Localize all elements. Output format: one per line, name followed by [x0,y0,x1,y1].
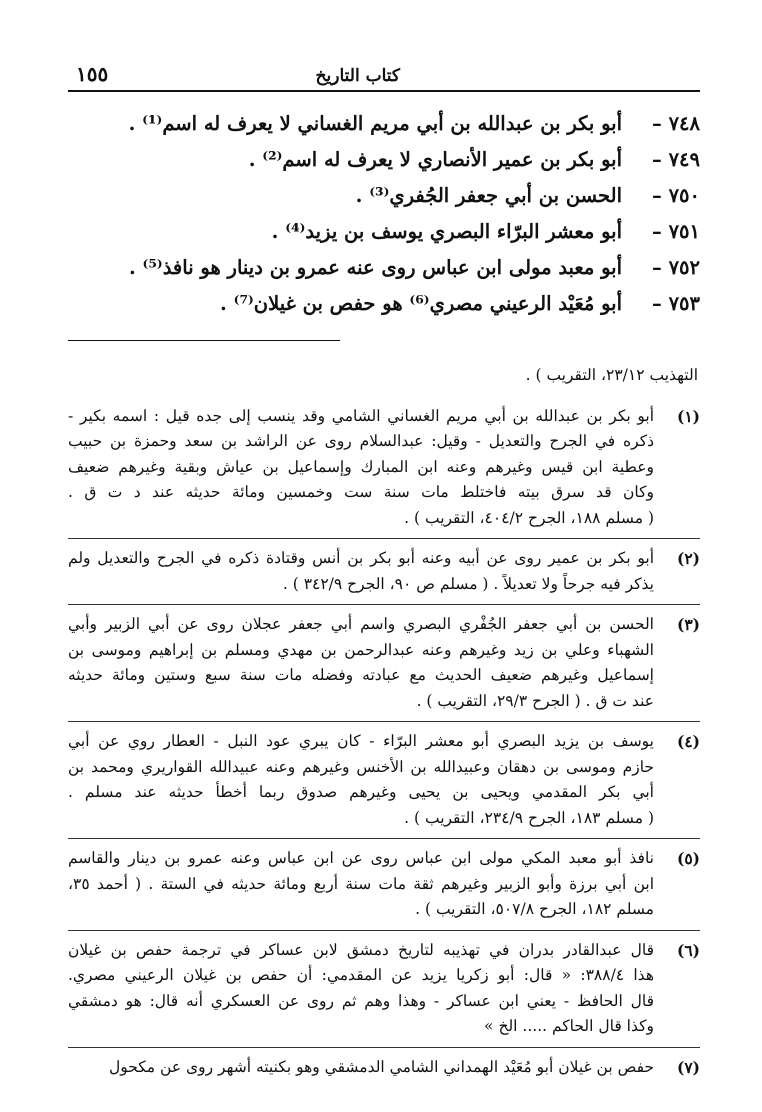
footnote-line: أبو بكر بن عبدالله بن أبي مريم الغساني الشامي وقد ينسب إلى جده قيل : اسمه بكير - [68,406,654,425]
footnote-body [68,1055,654,1081]
entry-row [68,286,700,322]
entry-number: ٧٤٨ – [632,106,700,142]
footnote-line: نافذ أبو معبد المكي مولى ابن عباس روى عن ابن عباس وعنه عمرو بن دينار والقاسم [68,849,654,867]
footnote-continuation: التهذيب ٢٣/١٢، التقريب ) . [525,366,698,384]
footnote-body [68,546,654,597]
footnote [68,605,700,722]
footnote-line: وكذا قال الحاكم ..... الخ » [484,1017,654,1035]
footnote [68,397,700,540]
footnote-line: حفص بن غيلان أبو مُعَيْد الهمداني الشامي الدمشقي وهو بكنيته أشهر روى عن مكحول [108,1057,654,1076]
footnote-line: ( مسلم ١٨٣، الجرح ٢٣٤/٩، التقريب ) . [404,808,654,827]
entry-row [68,214,700,250]
entry-row [68,106,700,142]
footnote-body [68,404,654,532]
footnote-line: إسماعيل وغيرهم ضعيف الحديث مع عبادته وفضله مات سنة سبع وستين ومائة حديثه [68,666,654,684]
footnote [68,931,700,1048]
footnotes-list [68,397,700,1088]
footnote-line: ابن أبي برزة وأبو الزبير وغيرهم ثقة مات سنة أربع ومائة حديثه في الستة . ( أحمد ٣٥، [68,874,654,893]
footnote [68,539,700,605]
footnote-line: الحسن بن أبي جعفر الجُفْري البصري واسم أبي جعفر عجلان روى عن أبي الزبير وأبي [68,615,654,633]
footnote-line: مسلم ١٨٢، الجرح ٥٠٧/٨، التقريب ) . [415,900,654,918]
footnote [68,1048,700,1088]
entry-text: أبو مُعَيْد الرعيني مصري⁽⁶⁾ هو حفص بن غيلان⁽⁷⁾ . [220,292,622,315]
footnote-number: (٥) [676,849,700,868]
entry-text: أبو بكر بن عمير الأنصاري لا يعرف له اسم⁽²⁾ . [248,148,622,171]
entry-row [68,250,700,286]
footnote-line: قال عبدالقادر بدران في تهذيبه لتاريخ دمشق لابن عساكر في ترجمة حفص بن غيلان [68,940,654,959]
page-header [68,60,700,92]
footnote-line: أبو بكر بن عمير روى عن أبيه وعنه أبو بكر بن أنس وقتادة ذكره في الجرح والتعديل ولم [68,549,654,567]
footnote [68,722,700,839]
footnote-line: ذكره في الجرح والتعديل - وقيل: عبدالسلام روى عن الراشد بن سعد وحمزة بن حبيب [68,432,654,450]
footnote-line: حازم وموسى بن دهقان وعبيدالله بن الأخنس وغيرهم وعنه عبيدالله القواريري ومحمد بن [68,757,654,776]
footnote-line: ( مسلم ١٨٨، الجرح ٤٠٤/٢، التقريب ) . [404,508,654,527]
entry-text: أبو معشر البرّاء البصري يوسف بن يزيد⁽⁴⁾ . [271,220,622,243]
footnote-body [68,938,654,1040]
footnote-separator [68,340,340,341]
footnote-line: يذكر فيه جرحاً ولا تعديلاً . ( مسلم ص ٩٠، الجرح ٣٤٢/٩ ) . [282,574,654,593]
footnote-number: (٤) [676,732,700,751]
footnote-body [68,612,654,714]
footnote-number: (٦) [676,940,700,960]
entry-number: ٧٥٠ – [632,178,700,214]
footnote-line: الشهباء وعلي بن زيد وغيرهم وعنه عبدالرحمن بن مهدي ومسلم بن إبراهيم وموسى بن [68,640,654,659]
entry-number: ٧٥١ – [632,214,700,250]
page-title: كتاب التاريخ [315,66,400,86]
footnote-body [68,846,654,923]
footnote-number: (٧) [676,1057,700,1077]
entry-text: أبو بكر بن عبدالله بن أبي مريم الغساني لا يعرف له اسم⁽¹⁾ . [128,112,622,135]
entry-number: ٧٤٩ – [632,142,700,178]
entries-list [68,106,700,322]
entry-text: أبو معبد مولى ابن عباس روى عنه عمرو بن دينار هو نافذ⁽⁵⁾ . [128,256,622,279]
footnote-line: وكان قد سرق بيته فاختلط مات سنة ست وخمسين ومائة حديثه عند د ت ق . [68,483,654,501]
footnotes-section [68,363,700,1087]
footnote-number: (١) [676,406,700,426]
footnote-line: هذا ٣٨٨/٤: « قال: أبو زكريا يزيد عن المقدمي: أن حفص بن غيلان الرعيني مصري. [68,966,654,984]
entry-number: ٧٥٢ – [632,250,700,286]
page-number: ١٥٥ [76,62,109,86]
footnote-body [68,729,654,831]
footnote-line: يوسف بن يزيد البصري أبو معشر البرّاء - كان يبري عود النبل - العطار روي عن أبي [68,732,654,750]
entry-text: الحسن بن أبي جعفر الجُفري⁽³⁾ . [355,184,622,207]
footnote-number: (٢) [676,549,700,568]
footnote-number: (٣) [676,615,700,634]
footnote [68,839,700,931]
entry-row [68,142,700,178]
footnote-line: أبي بكر المقدمي ويحيى بن يحيى وغيرهم صدوق ربما أخطأ حديثه عند مسلم . [68,783,654,801]
entry-number: ٧٥٣ – [632,286,700,322]
footnote-line: قال الحافظ - يعني ابن عساكر - وهذا وهم ثم روى عن العسكري أنه قال: هو دمشقي [68,991,654,1010]
entry-row [68,178,700,214]
footnote-line: عند ت ق . ( الجرح ٢٩/٣، التقريب ) . [416,691,654,710]
footnote-line: وعطية ابن قيس وغيرهم وعنه ابن المبارك وإسماعيل بن عياش وبقية وغيرهم ضعيف [68,457,654,476]
